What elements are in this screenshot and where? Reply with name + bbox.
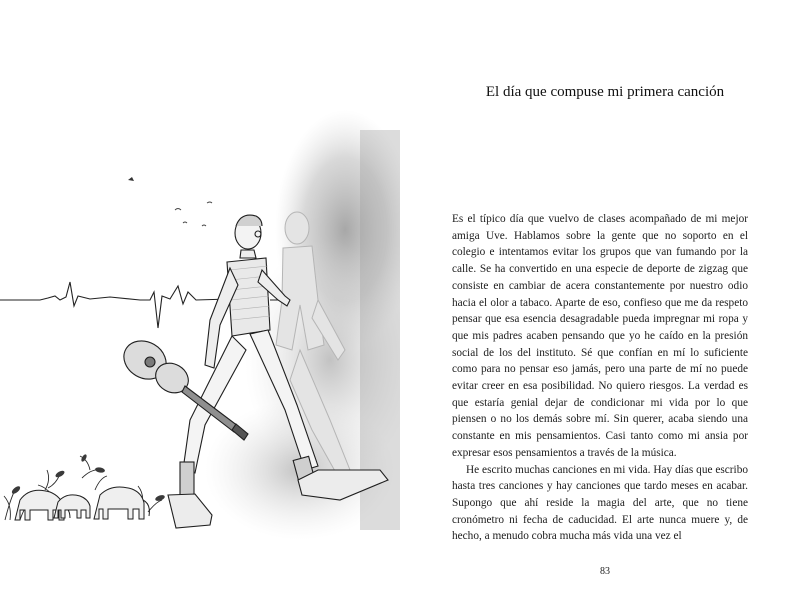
zigzag-line (0, 282, 230, 328)
body-text (452, 211, 748, 545)
bird-mark (128, 177, 134, 181)
page-number: 83 (600, 566, 610, 577)
paragraph: Es el típico día que vuelvo de clases acompañado de mi mejor amiga Uve. Hablamos sobre la gente que no soporto en el colegio e intentamos evitar los grupos que van fumando por la calle. Se ha convertido en una especie de deporte de zigzag que consiste en cambiar de acera constantemente por nuestro odio hacia el olor a tabaco. Aparte de eso, confieso que me da respeto pensar que esa esencia desagradable pueda impregnar mi ropa y que mis padres acaben pensando que yo he caído en la presión social de los del instituto. Sé que confían en mí lo suficiente como para no pensar eso jamás, pero una parte de mí no puede evitar creer en esa posibilidad. No quiero riesgos. La verdad es que estaría genial dejar de condicionar mi vida por lo que piensen o no los demás sobre mí. Sin querer, acaba siendo una constante en mis pensamientos. Casi tanto como mi ansia por expresar esos pensamientos a través de la música. (452, 213, 748, 459)
paragraph: He escrito muchas canciones en mi vida. Hay días que escribo hasta tres canciones y hay canciones que tardo meses en acabar. Supongo que ahí reside la magia del arte, que no tiene cronómetro ni fecha de caducidad. El arte nunca muere y, de hecho, a menudo cobra mucha más vida una vez el (452, 463, 748, 543)
chapter-title: El día que compuse mi primera canción (485, 84, 725, 100)
elephants (15, 487, 149, 520)
